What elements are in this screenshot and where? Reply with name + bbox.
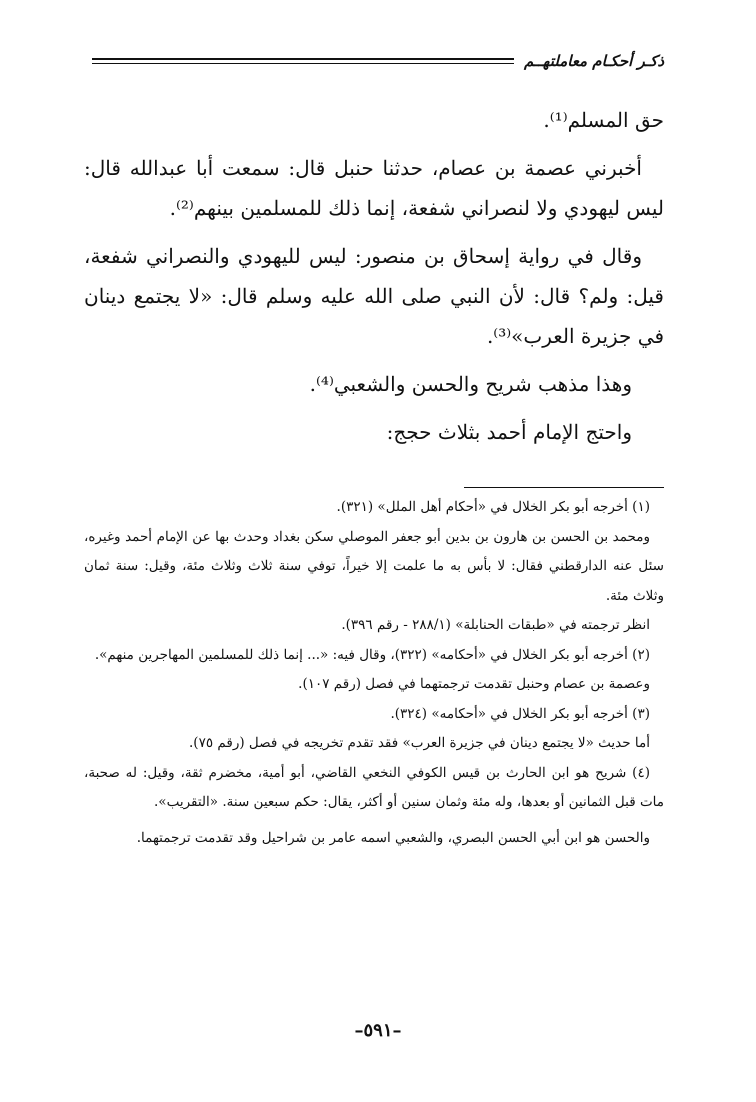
- main-paragraph: وقال في رواية إسحاق بن منصور: ليس لليهودي والنصراني شفعة، قيل: ولم؟ قال: لأن النبي صلى الله عليه وسلم قال: «لا يجتمع دينان في جزيرة العرب»⁽³⁾.: [84, 244, 664, 348]
- footnote: (١) أخرجه أبو بكر الخلال في «أحكام أهل الملل» (٣٢١).: [336, 499, 650, 515]
- main-paragraph: حق المسلم⁽¹⁾.: [543, 108, 664, 132]
- main-text: [84, 100, 664, 460]
- footnote: أما حديث «لا يجتمع دينان في جزيرة العرب» فقد تقدم تخريجه في فصل (رقم ٧٥).: [189, 735, 650, 751]
- main-paragraph: أخبرني عصمة بن عصام، حدثنا حنبل قال: سمعت أبا عبدالله قال: ليس ليهودي ولا لنصراني شفعة، إنما ذلك للمسلمين بينهم⁽²⁾.: [84, 156, 664, 220]
- footnote: (٤) شريح هو ابن الحارث بن قيس الكوفي النخعي القاضي، أبو أمية، مخضرم ثقة، وقيل: له صحبة، مات قبل الثمانين أو بعدها، وله مئة وثمان سنين أو أكثر، يقال: حكم سبعين سنة. «التقريب».: [84, 764, 664, 810]
- footnote: (٢) أخرجه أبو بكر الخلال في «أحكامه» (٣٢٢)، وقال فيه: «... إنما ذلك للمسلمين المهاجرين منهم».: [94, 646, 650, 663]
- footnotes: [84, 493, 664, 853]
- footnote: (٣) أخرجه أبو بكر الخلال في «أحكامه» (٣٢٤).: [390, 705, 650, 722]
- main-paragraph: وهذا مذهب شريح والحسن والشعبي⁽⁴⁾.: [309, 372, 632, 396]
- footnote-separator: [464, 487, 664, 488]
- footnote: انظر ترجمته في «طبقات الحنابلة» (٢٨٨/١ - رقم ٣٩٦).: [341, 617, 650, 633]
- main-paragraph: واحتج الإمام أحمد بثلاث حجج:: [386, 420, 632, 444]
- footnote: ومحمد بن الحسن بن هارون بن بدين أبو جعفر الموصلي سكن بغداد وحدث بها عن الإمام أحمد وغيره، سئل عنه الدارقطني فقال: لا بأس به ما علمت إلا خيراً، توفي سنة ثلاث وثلاث مئة، وقيل: سنة ثمان وثلاث مئة.: [84, 528, 664, 604]
- footnote: والحسن هو ابن أبي الحسن البصري، والشعبي اسمه عامر بن شراحيل وقد تقدمت ترجمتهما.: [136, 829, 650, 846]
- running-header: [92, 50, 664, 74]
- header-title: ذكـر أحكـام معاملتهــم: [514, 50, 664, 72]
- footnote: وعصمة بن عصام وحنبل تقدمت ترجمتهما في فصل (رقم ١٠٧).: [298, 676, 650, 692]
- page-number: –٥٩١–: [354, 1020, 402, 1041]
